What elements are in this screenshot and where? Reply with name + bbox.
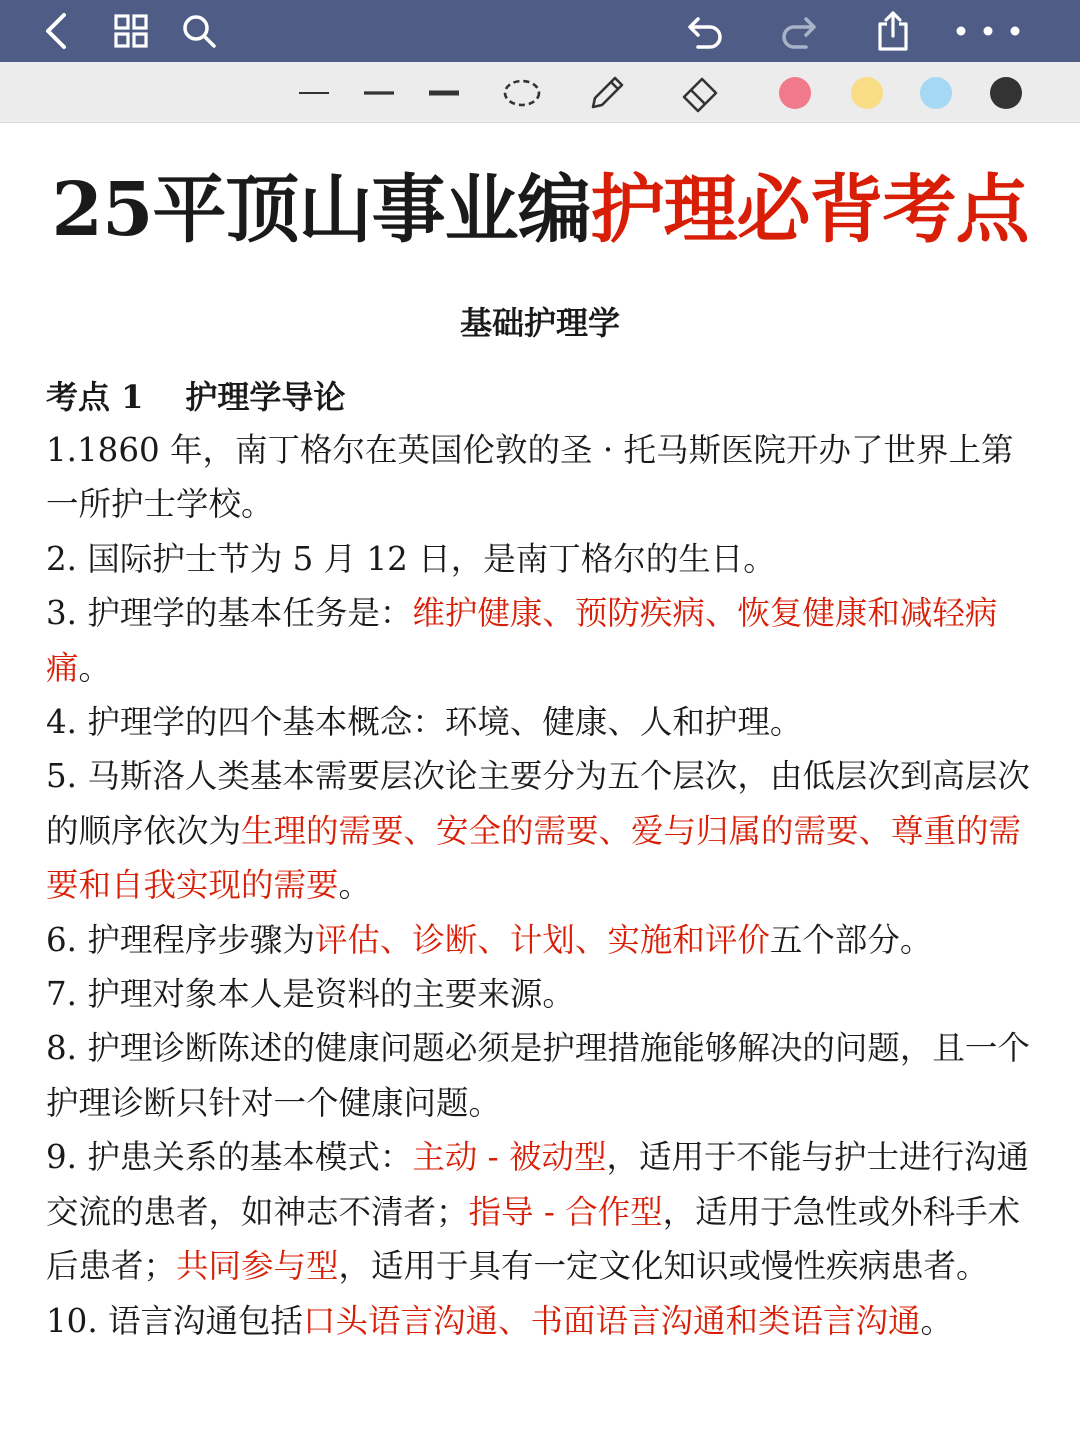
p9-text-c: ，适用于急性或外科手术后患者； [46, 1192, 1021, 1286]
p9-highlight-3: 共同参与型 [176, 1247, 339, 1286]
color-blue-button[interactable] [920, 74, 952, 112]
p6-end: 五个部分。 [769, 920, 933, 959]
more-icon[interactable] [950, 8, 1026, 54]
search-icon[interactable] [176, 8, 222, 54]
subtitle: 基础护理学 [459, 304, 620, 342]
p3-end: 。 [78, 648, 112, 687]
back-icon[interactable] [34, 8, 80, 54]
lasso-icon[interactable] [502, 74, 542, 112]
document-page [0, 167, 1080, 1348]
title-red-part: 护理必背考点 [590, 167, 1029, 253]
section-label: 考点 1 [46, 378, 144, 416]
paragraph-3 [46, 586, 1034, 695]
color-black-button[interactable] [990, 74, 1022, 112]
p3-text: 3. 护理学的基本任务是： [46, 594, 413, 633]
title-black-part: 25平顶山事业编 [51, 167, 591, 253]
paragraph-10 [46, 1294, 1034, 1348]
p5-highlight: 生理的需要、安全的需要、爱与归属的需要、尊重的需要和自我实现的需要 [46, 811, 1022, 905]
p3-highlight: 维护健康、预防疾病、恢复健康和减轻病痛 [46, 594, 998, 687]
top-navigation-bar [0, 0, 1080, 62]
paragraph-6 [46, 913, 1034, 967]
p9-highlight-1: 主动 - 被动型 [412, 1138, 607, 1177]
p9-highlight-2: 指导 - 合作型 [468, 1192, 663, 1231]
section-heading [46, 371, 1034, 423]
annotation-toolbar [0, 62, 1080, 123]
paragraph-2: 2. 国际护士节为 5 月 12 日，是南丁格尔的生日。 [46, 539, 776, 578]
p9-text-a: 9. 护患关系的基本模式： [46, 1138, 413, 1177]
paragraph-5 [46, 749, 1034, 912]
grid-icon[interactable] [108, 8, 154, 54]
paragraph-1: 1.1860 年，南丁格尔在英国伦敦的圣 · 托马斯医院开办了世界上第一所护士学校。 [46, 431, 1014, 524]
p9-text-d: ，适用于具有一定文化知识或慢性疾病患者。 [338, 1247, 989, 1286]
redo-icon[interactable] [775, 8, 821, 54]
eraser-icon[interactable] [680, 74, 722, 112]
color-pink-button[interactable] [779, 74, 811, 112]
color-yellow-button[interactable] [851, 74, 883, 112]
p6-text: 6. 护理程序步骤为 [46, 920, 315, 959]
paragraph-8: 8. 护理诊断陈述的健康问题必须是护理措施能够解决的问题，且一个护理诊断只针对一个健康问题。 [46, 1029, 1030, 1122]
p6-highlight: 评估、诊断、计划、实施和评价 [314, 920, 770, 959]
p5-end: 。 [338, 866, 372, 905]
paragraph-4: 4. 护理学的四个基本概念：环境、健康、人和护理。 [46, 703, 803, 742]
medium-line-pen-icon[interactable] [363, 74, 395, 112]
document-title [46, 167, 1034, 253]
section-title: 护理学导论 [185, 378, 346, 416]
p10-highlight: 口头语言沟通、书面语言沟通和类语言沟通 [303, 1301, 921, 1340]
p10-text: 10. 语言沟通包括 [46, 1301, 304, 1340]
thick-line-pen-icon[interactable] [428, 74, 460, 112]
thin-line-pen-icon[interactable] [298, 74, 330, 112]
undo-icon[interactable] [683, 8, 729, 54]
share-icon[interactable] [870, 8, 916, 54]
paragraph-9 [46, 1130, 1034, 1293]
p5-text: 5. 马斯洛人类基本需要层次论主要分为五个层次，由低层次到高层次的顺序依次为 [46, 757, 1030, 850]
p9-text-b: ，适用于不能与护士进行沟通交流的患者，如神志不清者； [46, 1138, 1030, 1231]
p10-end: 。 [920, 1301, 954, 1340]
paragraph-7: 7. 护理对象本人是资料的主要来源。 [46, 975, 575, 1014]
pencil-icon[interactable] [587, 74, 627, 112]
